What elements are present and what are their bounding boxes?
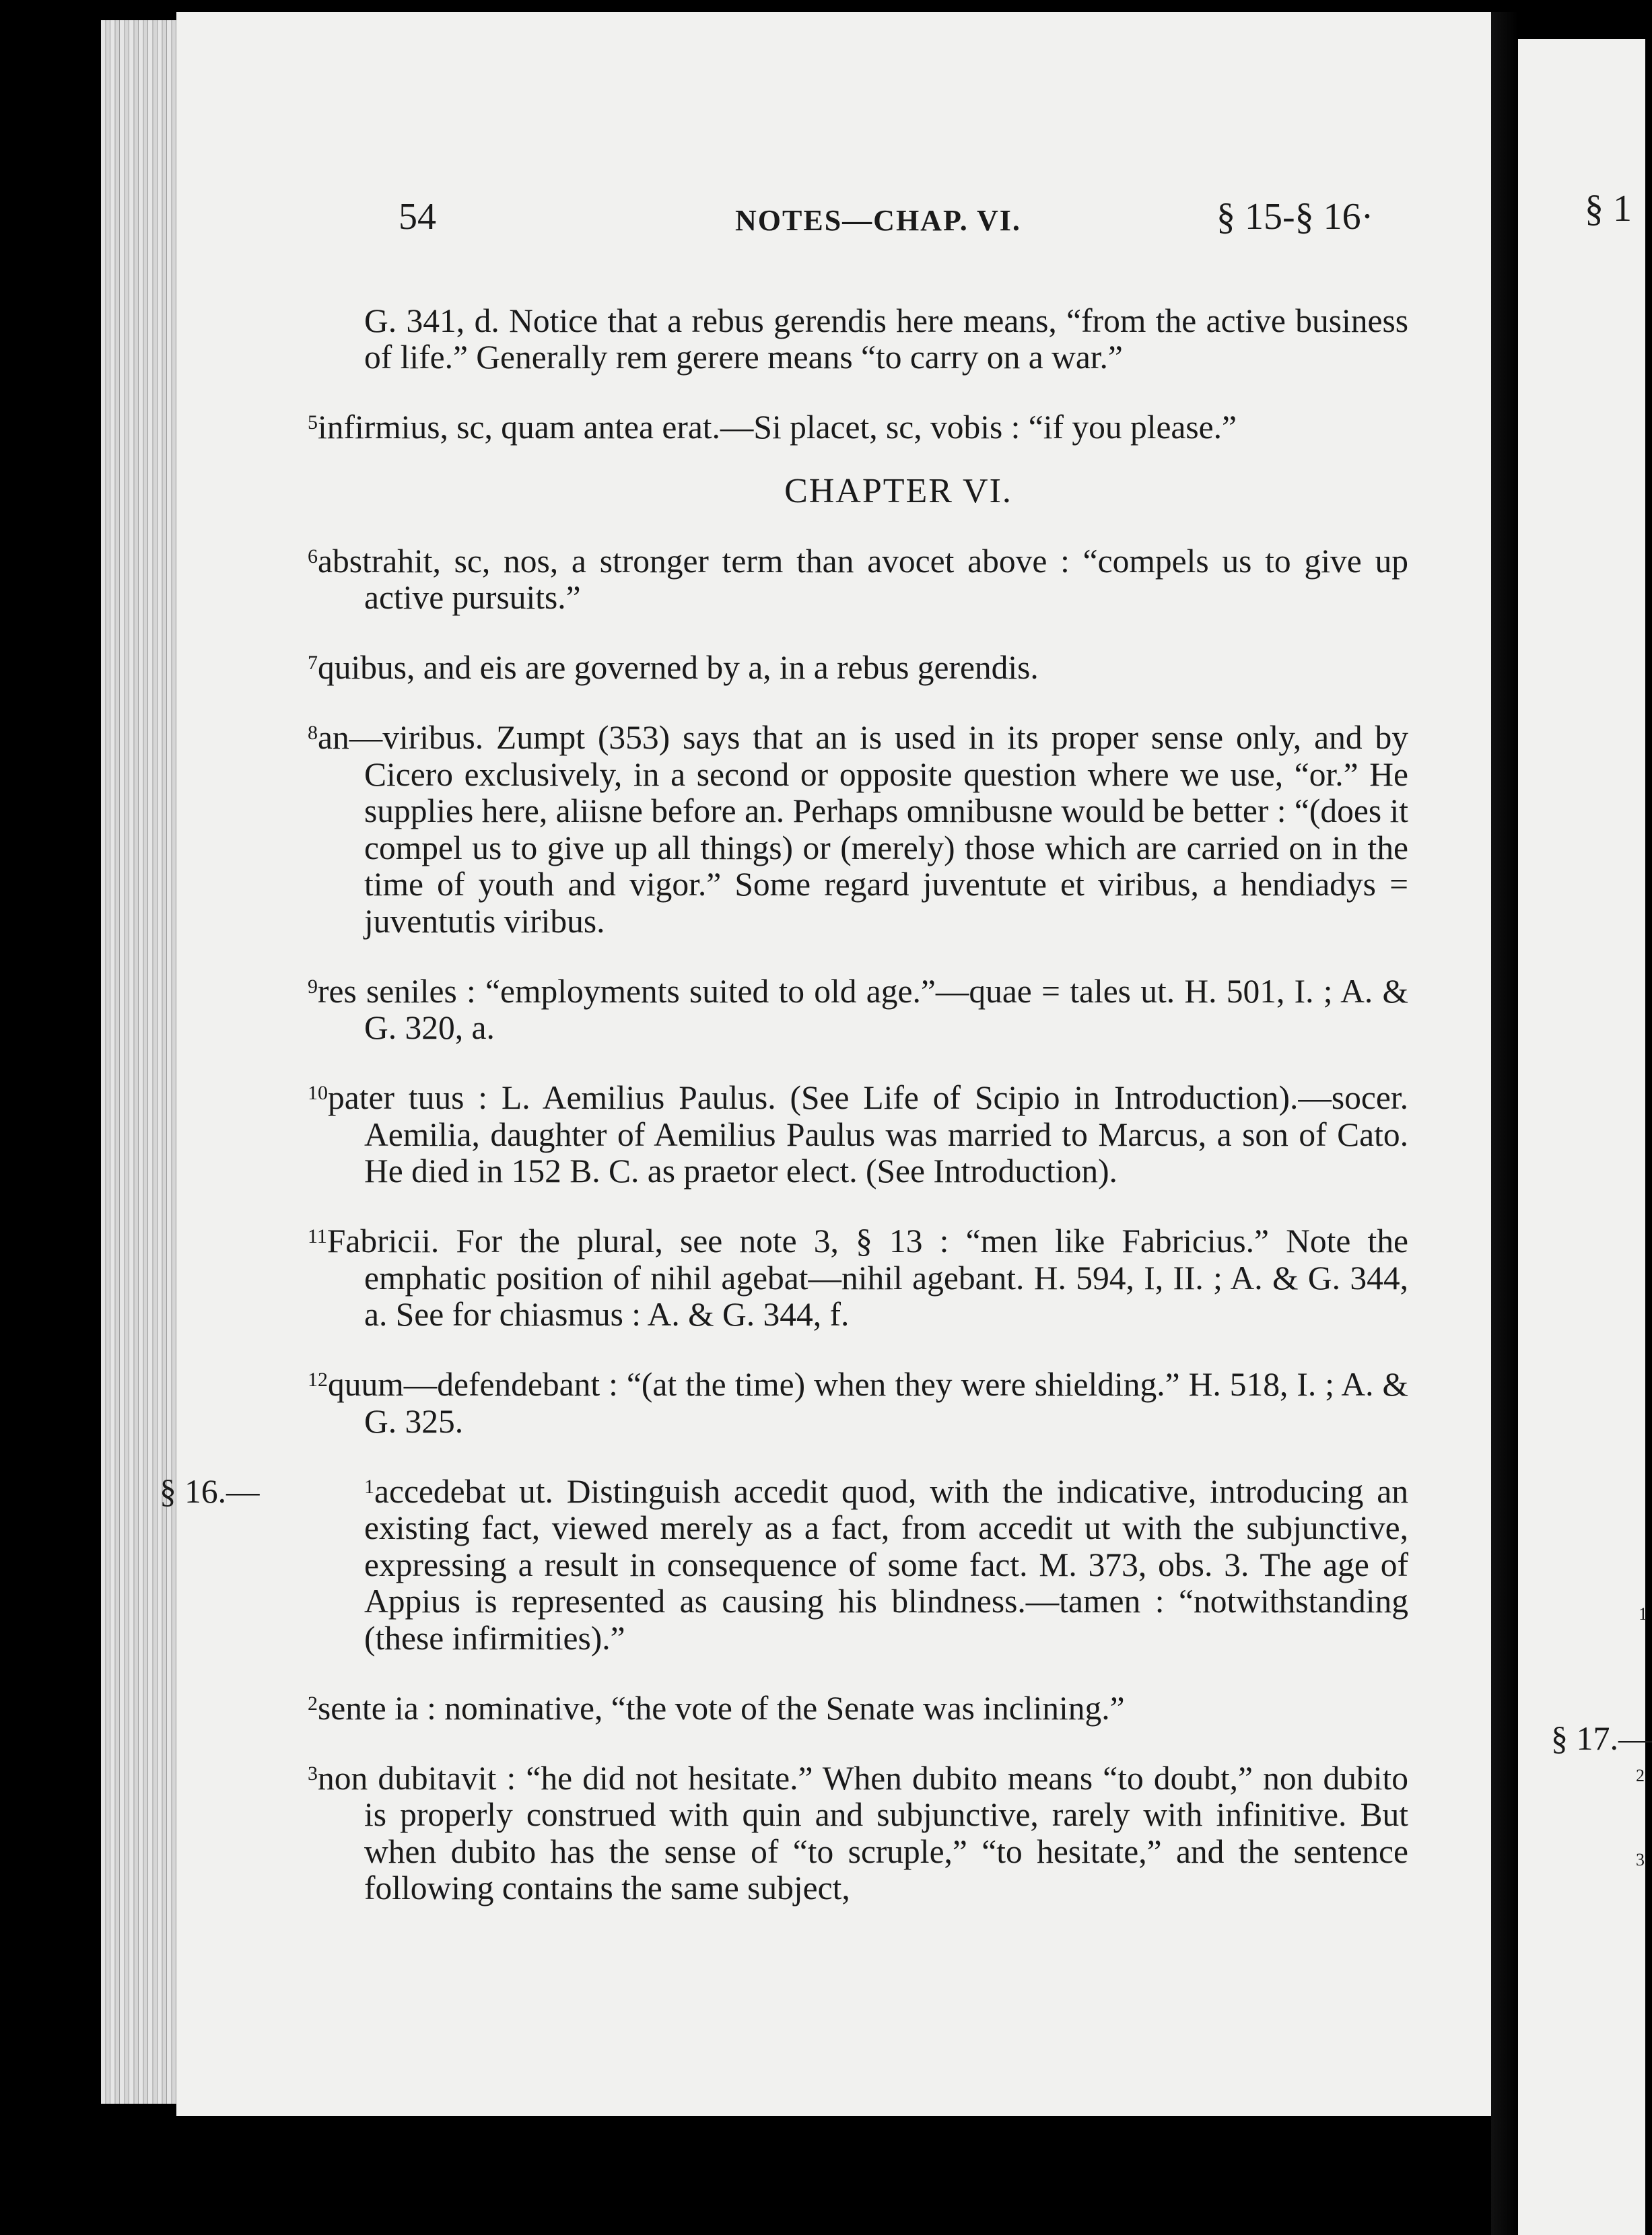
facing-header: § 1 xyxy=(1585,188,1632,230)
note-7: $^7$quibus, and eis are governed by a, in a rebus gerendis. xyxy=(308,649,1039,686)
section-range: § 15-§ 16· xyxy=(1216,196,1374,238)
note-11: $^{11}$Fabricii. For the plural, see note 3, § 13 : “men like Fabricius.” Note the emphatic position of nihil agebat—nihil agebant. H. 594, I, II. ; A. & G. 344, a. See for chiasmus : A. & G. 344, f. xyxy=(308,1223,1408,1333)
section-16-note-3: $^3$non dubitavit : “he did not hesitate.” When dubito means “to doubt,” non dubito is properly construed with quin and subjunctive, rarely with infinitive. But when dubito has the sense of “to scruple,” “to hesitate,” and the sentence following contains the same subject, xyxy=(308,1759,1408,1906)
facing-mark-3: 3 xyxy=(1636,1850,1645,1869)
notes-body xyxy=(160,269,1408,1916)
facing-mark-1: 1 xyxy=(1639,1604,1647,1624)
section-16-note-2: $^2$sente ia : nominative, “the vote of the Senate was inclining.” xyxy=(308,1689,1125,1727)
page-edges xyxy=(101,20,176,2104)
note-9: $^9$res seniles : “employments suited to old age.”—quae = tales ut. H. 501, I. ; A. & G. 320, a. xyxy=(308,972,1408,1046)
note-6: $^6$abstrahit, sc, nos, a stronger term than avocet above : “compels us to give up active pursuits.” xyxy=(308,542,1408,616)
section-16-label: § 16.— xyxy=(160,1472,260,1510)
facing-mark-2: 2 xyxy=(1636,1766,1645,1785)
gutter-shadow xyxy=(1491,12,1518,2235)
continued-note: G. 341, d. Notice that a rebus gerendis here means, “from the active business of life.” Generally rem gerere means “to carry on a war.” xyxy=(364,302,1408,376)
note-10: $^{10}$pater tuus : L. Aemilius Paulus. (See Life of Scipio in Introduction).—socer. Aemilia, daughter of Aemilius Paulus was married to Marcus, a son of Cato. He died in 152 B. C. as praetor elect. (See Introduction). xyxy=(308,1079,1408,1190)
note-8: $^8$an—viribus. Zumpt (353) says that an is used in its proper sense only, and by Cicero exclusively, in a second or opposite question where we use, “or.” He supplies here, aliisne before an. Perhaps omnibusne would be better : “(does it compel us to give up all things) or (merely) those which are carried on in the time of youth and vigor.” Some regard juventute et viribus, a hendiadys = juventutis viribus. xyxy=(308,719,1408,940)
note-5: $^5$infirmius, sc, quam antea erat.—Si placet, sc, vobis : “if you please.” xyxy=(308,409,1237,446)
chapter-heading: CHAPTER VI. xyxy=(784,471,1012,510)
page-number: 54 xyxy=(399,196,436,238)
running-title: NOTES—CHAP. VI. xyxy=(735,204,1021,237)
facing-page xyxy=(1517,39,1652,2235)
note-12: $^{12}$quum—defendebant : “(at the time) when they were shielding.” H. 518, I. ; A. & G. 325. xyxy=(308,1366,1408,1440)
section-16-note-1: § 16.— $^1$accedebat ut. Distinguish accedit quod, with the indicative, introducing an existing fact, viewed merely as a fact, from accedit ut with the subjunctive, expressing a result in consequence of some fact. M. 373, obs. 3. The age of Appius is represented as causing his blindness.—tamen : “notwithstanding (these infirmities).” xyxy=(160,1472,1408,1657)
facing-section-label: § 17.— xyxy=(1551,1719,1652,1757)
